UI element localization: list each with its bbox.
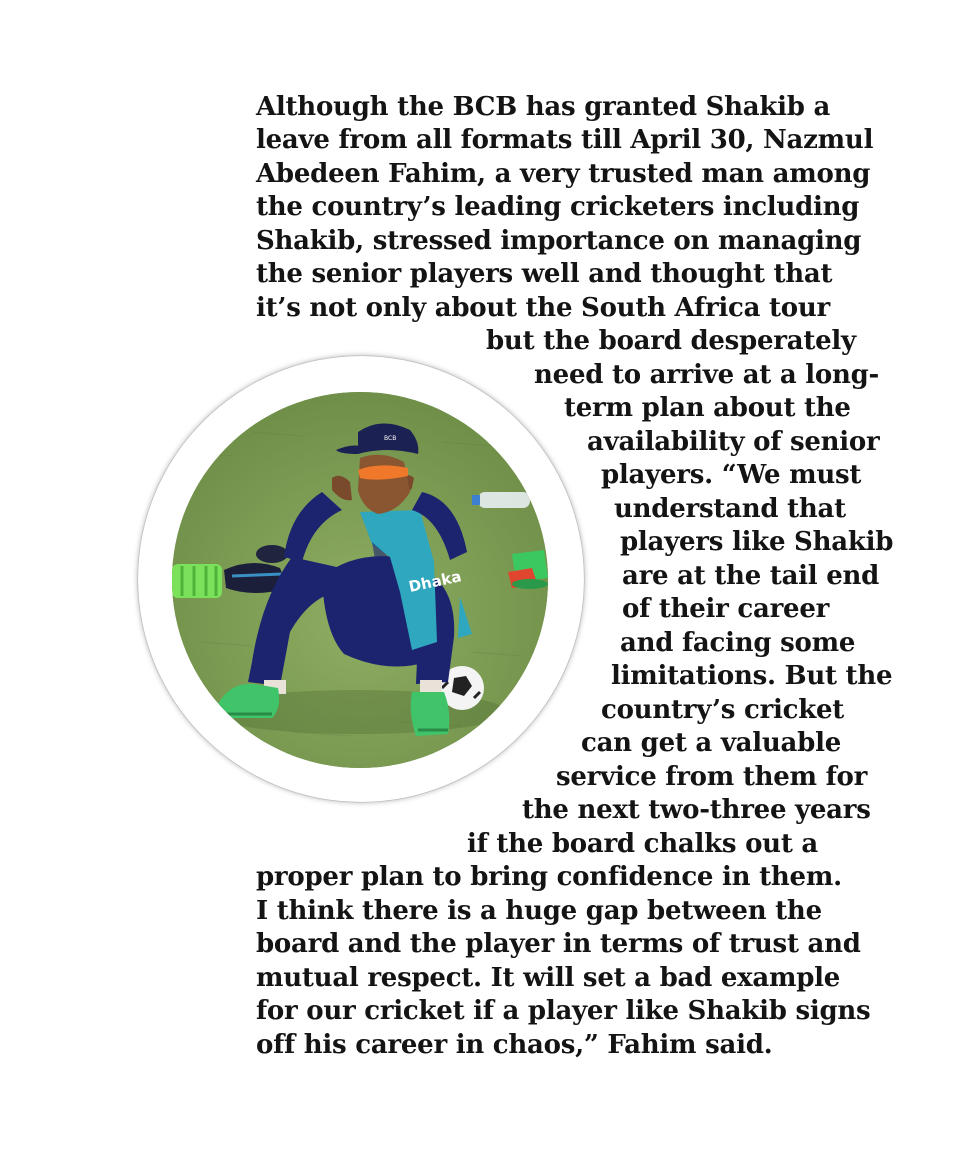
text-line: are at the tail end [622,561,880,591]
text-line: and facing some [620,628,856,658]
player-illustration [172,392,548,768]
text-line: Abedeen Fahim, a very trusted man among [256,159,871,189]
text-line: proper plan to bring confidence in them. [256,862,842,892]
text-line: leave from all formats till April 30, Nazmul [256,125,874,155]
text-line: off his career in chaos,” Fahim said. [256,1030,773,1060]
text-line: the senior players well and thought that [256,259,833,289]
text-line: it’s not only about the South Africa tour [256,293,830,323]
text-line: country’s cricket [601,695,845,725]
text-line: can get a valuable [581,728,841,758]
foam-roller [172,564,222,598]
text-line: if the board chalks out a [467,829,818,859]
text-line: players like Shakib [620,527,894,557]
text-line: availability of senior [587,427,880,457]
player-photo [172,392,548,768]
jersey-text: Dhaka [407,567,464,596]
text-line: need to arrive at a long- [534,360,880,390]
text-line: but the board desperately [486,326,856,356]
text-line: Shakib, stressed importance on managing [256,226,862,256]
text-line: board and the player in terms of trust and [256,929,861,959]
text-line: understand that [614,494,846,524]
text-line: the next two-three years [522,795,871,825]
svg-text:BCB: BCB [384,435,397,442]
water-bottle [472,492,530,508]
text-line: the country’s leading cricketers including [256,192,860,222]
text-line: for our cricket if a player like Shakib signs [256,996,871,1026]
text-line: of their career [622,594,830,624]
text-line: mutual respect. It will set a bad example [256,963,841,993]
text-line: Although the BCB has granted Shakib a [256,92,831,122]
text-line: players. “We must [601,460,862,490]
text-line: term plan about the [564,393,851,423]
text-line: I think there is a huge gap between the [256,896,822,926]
text-line: service from them for [556,762,868,792]
text-line: limitations. But the [611,661,893,691]
